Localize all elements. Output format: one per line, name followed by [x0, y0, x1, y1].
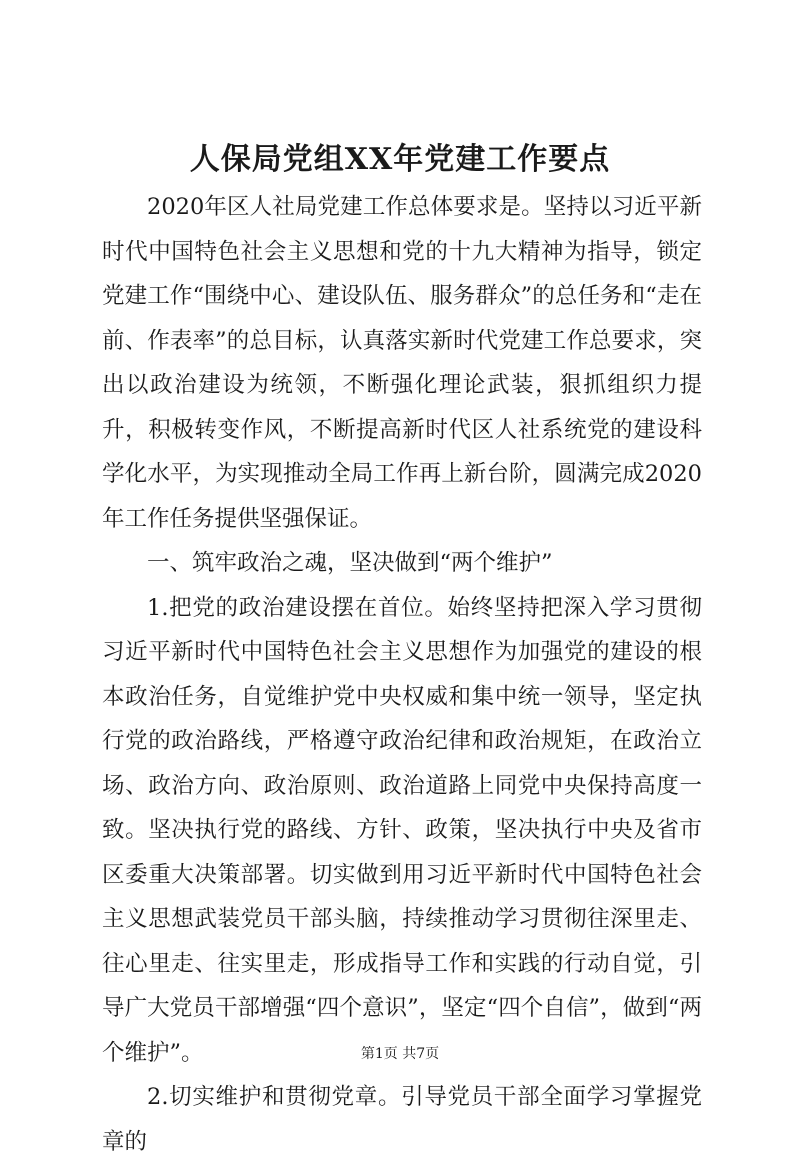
document-body	[102, 185, 702, 1164]
paragraph-item-1: 1.把党的政治建设摆在首位。始终坚持把深入学习贯彻习近平新时代中国特色社会主义思想作为加强党的建设的根本政治任务，自觉维护党中央权威和集中统一领导，坚定执行党的政治路线，严格遵守政治纪律和政治规矩，在政治立场、政治方向、政治原则、政治道路上同党中央保持高度一致。坚决执行党的路线、方针、政策，坚决执行中央及省市区委重大决策部署。切实做到用习近平新时代中国特色社会主义思想武装党员干部头脑，持续推动学习贯彻往深里走、往心里走、往实里走，形成指导工作和实践的行动自觉，引导广大党员干部增强“四个意识”，坚定“四个自信”，做到“两个维护”。	[102, 594, 702, 1066]
paragraph-item-2: 2.切实维护和贯彻党章。引导党员干部全面学习掌握党章的	[102, 1084, 702, 1155]
paragraph-intro: 2020年区人社局党建工作总体要求是。坚持以习近平新时代中国特色社会主义思想和党的十九大精神为指导，锁定党建工作“围绕中心、建设队伍、服务群众”的总任务和“走在前、作表率”的总目标，认真落实新时代党建工作总要求，突出以政治建设为统领，不断强化理论武装，狠抓组织力提升，积极转变作风，不断提高新时代区人社系统党的建设科学化水平，为实现推动全局工作再上新台阶，圆满完成2020年工作任务提供坚强保证。	[102, 194, 702, 532]
document-title: 人保局党组XX年党建工作要点	[189, 142, 611, 177]
page-number: 第1页 共7页	[360, 1046, 440, 1062]
section-heading-1: 一、筑牢政治之魂，坚决做到“两个维护”	[147, 550, 553, 576]
